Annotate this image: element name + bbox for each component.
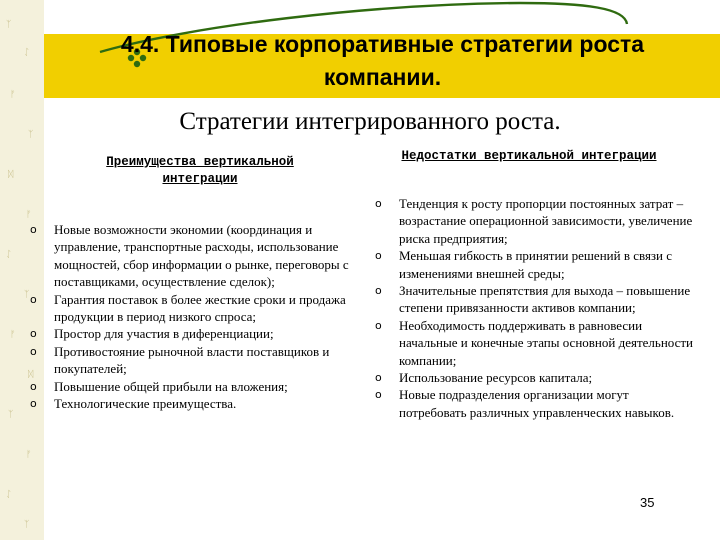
advantages-heading-line-2: интеграции: [162, 172, 238, 186]
bullet-icon: o: [375, 197, 382, 210]
list-item-text: Гарантия поставок в более жесткие сроки и продажа продукции в период низкого спроса;: [54, 291, 346, 325]
list-item: [30, 395, 352, 412]
list-item-text: Меньшая гибкость в принятии решений в связи с изменениями внешней среды;: [399, 248, 673, 281]
list-item-text: Новые возможности экономии (координация и управление, транспортные расходы, использование мощностей, сбор информации о рынке, переговоры с поставщиками, осуществление сделок);: [54, 222, 349, 290]
advantages-heading-line-1: Преимущества вертикальной: [106, 155, 294, 169]
list-item-text: Необходимость поддерживать в равновесии начальные и конечные этапы основной деятельности компании;: [399, 317, 694, 368]
list-item-text: Использование ресурсов капитала;: [399, 370, 593, 386]
disadvantages-list: [375, 195, 693, 421]
page-number: 35: [640, 495, 655, 510]
advantages-heading: [62, 154, 338, 188]
list-item: [375, 282, 693, 317]
bullet-icon: o: [30, 397, 37, 411]
list-item-text: Тенденция к росту пропорции постоянных затрат – возрастание операционной зависимости, увеличение риска предприятия;: [399, 196, 693, 246]
list-item-text: Значительные препятствия для выхода – повышение степени привязанности активов компании;: [399, 283, 691, 316]
list-item-text: Простор для участия в диференциации;: [54, 326, 274, 342]
list-item: [30, 291, 352, 326]
list-item: [30, 325, 352, 342]
bullet-icon: o: [375, 249, 382, 263]
bullet-icon: o: [30, 292, 37, 306]
bullet-icon: o: [30, 223, 37, 236]
list-item: [375, 369, 693, 386]
list-item: [375, 386, 693, 421]
slide-title-line-1: 4.4. Типовые корпоративные стратегии роста: [120, 31, 645, 57]
list-item: [30, 378, 352, 395]
list-item-text: Новые подразделения организации могут потребовать различных управленческих навыков.: [399, 387, 675, 420]
bullet-icon: o: [30, 379, 37, 393]
bullet-icon: o: [375, 371, 382, 385]
slide-subtitle: Стратегии интегрированного роста.: [179, 108, 561, 135]
bullet-icon: o: [30, 327, 37, 341]
list-item: [375, 317, 693, 369]
list-item-text: Повышение общей прибыли на вложения;: [54, 378, 288, 394]
slide-title-line-2: компании.: [323, 64, 442, 90]
bullet-icon: o: [30, 344, 37, 358]
left-decorative-strip: ᛉ ᛇ ᚠ ᛉ ᛞ ᚠ ᛇ ᛉ ᚠ ᛞ ᛉ ᚠ ᛇ ᛉ: [0, 0, 44, 540]
list-item: [30, 343, 352, 378]
list-item-text: Противостояние рыночной власти поставщиков и покупателей;: [54, 343, 330, 377]
list-item: [375, 195, 693, 247]
list-item: [375, 247, 693, 282]
slide-title: [50, 28, 715, 94]
bullet-icon: o: [375, 388, 382, 402]
bullet-icon: o: [375, 318, 382, 332]
list-item-text: Технологические преимущества.: [54, 396, 237, 412]
advantages-list: [30, 221, 352, 412]
list-item: [30, 221, 352, 291]
disadvantages-heading: Недостатки вертикальной интеграции: [401, 149, 657, 163]
bullet-icon: o: [375, 284, 382, 298]
